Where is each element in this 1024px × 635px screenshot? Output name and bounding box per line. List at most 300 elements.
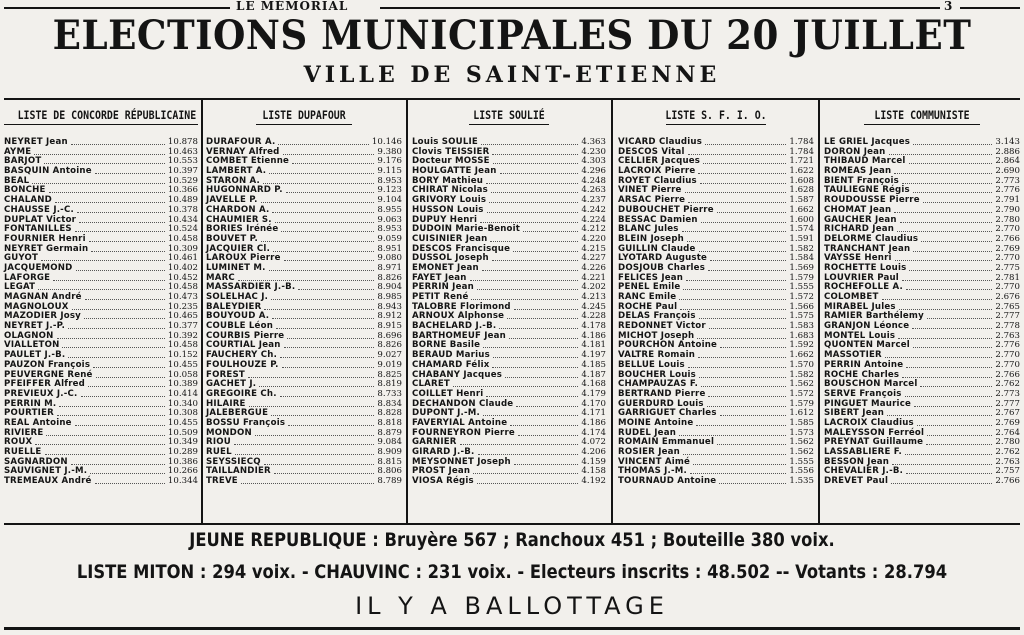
candidate-votes: 2.770 — [995, 359, 1020, 370]
candidate-votes: 8.879 — [377, 427, 402, 438]
candidate-row — [412, 477, 606, 487]
candidate-votes: 10.389 — [167, 379, 198, 390]
leader-dots — [286, 192, 374, 193]
list-title: LISTE DE CONCORDE RÉPUBLICAINE — [17, 108, 197, 122]
candidate-name: COMBET Etienne — [206, 156, 290, 167]
candidate-name: DURAFOUR A. — [206, 137, 276, 147]
list-title: LISTE SOULIÉ — [473, 108, 545, 122]
candidate-name: ROCHE Charles — [824, 369, 900, 380]
leader-dots — [683, 454, 786, 455]
candidate-votes: 10.473 — [167, 292, 198, 302]
leader-dots — [470, 280, 578, 281]
candidate-name: MAGNOLOUX — [4, 301, 69, 312]
candidate-votes: 10.397 — [167, 166, 198, 177]
candidate-votes: 8.815 — [377, 456, 402, 467]
candidate-name: MASSOTIER — [824, 350, 882, 361]
candidate-votes: 2.775 — [995, 262, 1020, 273]
candidate-name: BORNE Basile — [412, 340, 481, 351]
candidate-name: DUPONT J.-M. — [412, 408, 481, 419]
candidate-votes: 4.206 — [581, 447, 606, 457]
candidate-votes: 8.819 — [377, 379, 402, 390]
leader-dots — [49, 192, 165, 193]
candidate-votes: 10.386 — [167, 456, 198, 467]
candidate-votes: 2.778 — [995, 321, 1020, 332]
leader-dots — [905, 396, 992, 397]
candidate-votes: 2.791 — [995, 195, 1020, 206]
candidate-name: PERRIN Jean — [412, 282, 474, 293]
candidate-votes: 10.344 — [167, 476, 198, 487]
candidate-votes: 1.612 — [789, 408, 814, 419]
leader-dots — [477, 289, 578, 290]
leader-dots — [914, 406, 992, 407]
candidate-votes: 10.266 — [167, 466, 198, 477]
candidate-name: JACQUEMOND — [4, 262, 73, 273]
candidate-name: BARTHOMEUF Jean — [412, 330, 506, 341]
candidate-votes: 1.784 — [789, 137, 814, 147]
leader-dots — [90, 473, 165, 474]
candidate-votes: 2.780 — [995, 214, 1020, 225]
candidate-name: CHAMPAUZAS F. — [618, 379, 699, 390]
candidate-name: GRANJON Léonce — [824, 321, 910, 332]
candidate-name: THIBAUD Marcel — [824, 156, 906, 167]
candidate-name: HUGONNARD P. — [206, 185, 283, 196]
candidate-name: REAL Antoine — [4, 417, 72, 428]
leader-dots — [96, 377, 165, 378]
candidate-name: ROMAIN Emmanuel — [618, 437, 715, 448]
candidate-name: GARNIER — [412, 437, 457, 448]
candidate-name: PEUVERGNE René — [4, 369, 93, 380]
candidate-votes: 2.777 — [995, 311, 1020, 322]
leader-dots — [276, 328, 374, 329]
candidate-votes: 1.566 — [789, 301, 814, 312]
candidate-votes: 2.763 — [995, 456, 1020, 467]
leader-dots — [719, 483, 786, 484]
candidate-name: PREVIEUX J.-C. — [4, 388, 78, 399]
candidate-name: MONTEL Louis — [824, 330, 896, 341]
leader-dots — [93, 367, 165, 368]
candidate-votes: 2.765 — [995, 301, 1020, 312]
candidate-name: GACHET J. — [206, 379, 257, 390]
candidate-votes: 10.489 — [167, 195, 198, 206]
leader-dots — [85, 299, 165, 300]
candidate-name: DOSJOUB Charles — [618, 262, 706, 273]
candidate-name: MIRABEL Jules — [824, 301, 896, 312]
candidate-votes: 10.461 — [167, 253, 198, 264]
leader-dots — [263, 183, 374, 184]
leader-dots — [271, 299, 374, 300]
candidate-name: LEGAT — [4, 282, 36, 293]
leader-dots — [892, 464, 992, 465]
candidate-votes: 9.027 — [377, 350, 402, 361]
leader-dots — [492, 260, 578, 261]
candidate-votes: 1.582 — [789, 243, 814, 254]
leader-dots — [282, 367, 374, 368]
candidate-name: SOLELHAC J. — [206, 292, 269, 302]
leader-dots — [906, 289, 992, 290]
candidate-name: COURBIS Pierre — [206, 330, 285, 341]
candidate-name: CHIRAT Nicolas — [412, 185, 488, 196]
candidate-name: CLARET — [412, 379, 450, 390]
leader-dots — [278, 144, 369, 145]
candidate-votes: 8.818 — [377, 417, 402, 428]
candidate-name: TREMEAUX André — [4, 476, 92, 487]
leader-dots — [271, 415, 374, 416]
candidate-votes: 8.953 — [377, 224, 402, 235]
leader-dots — [686, 280, 786, 281]
candidate-votes: 8.971 — [377, 262, 402, 273]
candidate-name: PETIT René — [412, 292, 469, 302]
leader-dots — [889, 154, 992, 155]
candidate-votes: 8.826 — [377, 272, 402, 283]
leader-dots — [275, 222, 374, 223]
candidate-name: COURTIAL Jean — [206, 340, 281, 351]
candidate-name: CHALAND — [4, 195, 53, 206]
candidate-name: ROSIER Jean — [618, 447, 680, 457]
candidate-name: STARON A. — [206, 175, 261, 186]
masthead-rule-left — [4, 7, 240, 9]
candidate-votes: 10.878 — [167, 137, 198, 147]
candidate-name: BORIES Irénée — [206, 224, 279, 235]
candidate-name: COILLET Henri — [412, 388, 484, 399]
candidate-row — [206, 477, 402, 487]
list-title: LISTE DUPAFOUR — [262, 108, 346, 122]
candidate-name: FONTANILLES — [4, 224, 72, 235]
candidate-name: NEYRET Jean — [4, 137, 68, 147]
leader-dots — [482, 270, 578, 271]
leader-dots — [287, 338, 374, 339]
candidate-name: CHAUSSE J.-C. — [4, 204, 74, 215]
candidate-name: VINCENT Aimé — [618, 456, 691, 467]
leader-dots — [891, 483, 992, 484]
candidate-votes: 10.463 — [167, 146, 198, 157]
leader-dots — [75, 425, 165, 426]
headline: ELECTIONS MUNICIPALES DU 20 JUILLET — [52, 12, 972, 59]
leader-dots — [35, 444, 165, 445]
candidate-name: RANC Emile — [618, 292, 677, 302]
candidate-votes: 4.202 — [581, 282, 606, 293]
candidate-votes: 1.562 — [789, 437, 814, 448]
list-column — [412, 100, 606, 524]
candidate-votes: 2.886 — [995, 146, 1020, 157]
leader-dots — [707, 406, 786, 407]
candidate-name: BACHELARD J.-B. — [412, 321, 497, 332]
candidate-name: BASQUIN Antoine — [4, 166, 92, 177]
candidate-votes: 2.690 — [995, 166, 1020, 177]
candidate-votes: 2.773 — [995, 388, 1020, 399]
leader-dots — [917, 425, 992, 426]
candidate-row — [206, 438, 402, 448]
candidate-name: FELICES Jean — [618, 272, 684, 283]
candidate-votes: 4.187 — [581, 369, 606, 380]
candidate-votes: 8.953 — [377, 175, 402, 186]
candidate-name: GUYOT — [4, 253, 39, 264]
candidate-name: PERRIN M. — [4, 398, 57, 409]
leader-dots — [898, 338, 992, 339]
list-column — [4, 100, 198, 524]
candidate-name: DUPUY Henri — [412, 214, 478, 225]
masthead-rule-middle — [380, 7, 940, 9]
leader-dots — [894, 212, 992, 213]
leader-dots — [460, 444, 578, 445]
candidate-votes: 4.185 — [581, 359, 606, 370]
leader-dots — [72, 309, 165, 310]
candidate-votes: 10.058 — [167, 369, 198, 380]
candidate-name: QUONTEN Marcel — [824, 340, 910, 351]
candidate-name: AYME — [4, 146, 32, 157]
candidate-votes: 2.790 — [995, 204, 1020, 215]
candidate-name: VIALLETON — [4, 340, 60, 351]
candidate-votes: 1.784 — [789, 146, 814, 157]
candidate-votes: 1.562 — [789, 379, 814, 390]
candidate-row — [206, 429, 402, 439]
leader-dots — [923, 202, 992, 203]
candidate-name: RIOU — [206, 437, 231, 448]
leader-dots — [514, 309, 578, 310]
leader-dots — [701, 386, 786, 387]
leader-dots — [44, 163, 165, 164]
candidate-name: THOMAS J.-M. — [618, 466, 687, 477]
leader-dots — [902, 183, 992, 184]
leader-dots — [259, 386, 374, 387]
leader-dots — [902, 377, 992, 378]
candidate-name: GUILLIN Claude — [618, 243, 696, 254]
column-divider — [818, 100, 820, 524]
candidate-votes: 1.555 — [789, 456, 814, 467]
candidate-name: JACQUIER Cl. — [206, 243, 271, 254]
candidate-name: BERAUD Marius — [412, 350, 490, 361]
candidate-name: RAMIER Barthélemy — [824, 311, 924, 322]
leader-dots — [927, 435, 992, 436]
candidate-name: PREYNAT Guillaume — [824, 437, 924, 448]
candidate-name: SEYSSIECQ — [206, 456, 261, 467]
leader-dots — [88, 386, 165, 387]
candidate-name: BORY Mathieu — [412, 175, 484, 186]
leader-dots — [261, 241, 374, 242]
candidate-name: FOULHOUZE P. — [206, 359, 279, 370]
leader-dots — [698, 173, 786, 174]
candidate-name: BOUCHER Louis — [618, 369, 696, 380]
candidate-name: SAUVIGNET J.-M. — [4, 466, 88, 477]
candidate-votes: 4.213 — [581, 292, 606, 302]
candidate-votes: 10.392 — [167, 330, 198, 341]
leader-dots — [509, 338, 578, 339]
leader-dots — [41, 260, 165, 261]
candidate-votes: 4.263 — [581, 185, 606, 196]
results-bottom-rule — [4, 523, 1020, 525]
candidate-name: TAULIEGNE Régis — [824, 185, 910, 196]
candidate-name: COUBLE Léon — [206, 321, 274, 332]
candidate-list — [618, 138, 814, 487]
candidate-votes: 10.455 — [167, 359, 198, 370]
candidate-votes: 8.955 — [377, 204, 402, 215]
candidate-votes: 4.296 — [581, 166, 606, 177]
candidate-votes: 4.186 — [581, 330, 606, 341]
leader-dots — [89, 241, 165, 242]
candidate-votes: 4.170 — [581, 398, 606, 409]
candidate-list — [4, 138, 198, 487]
candidate-name: VINET Pierre — [618, 185, 682, 196]
candidate-votes: 4.224 — [581, 214, 606, 225]
candidate-name: GUERDURD Louis — [618, 398, 704, 409]
candidate-name: GARRIGUET Charles — [618, 408, 717, 419]
leader-dots — [471, 299, 578, 300]
leader-dots — [507, 318, 578, 319]
candidate-votes: 2.757 — [995, 466, 1020, 477]
candidate-votes: 4.220 — [581, 233, 606, 244]
candidate-name: ROCHETTE Louis — [824, 262, 907, 273]
candidate-name: LE GRIEL Jacques — [824, 137, 911, 147]
candidate-name: NEYRET J.-P. — [4, 321, 66, 332]
candidate-votes: 1.579 — [789, 272, 814, 283]
leader-dots — [516, 406, 578, 407]
leader-dots — [261, 202, 374, 203]
candidate-votes: 2.762 — [995, 379, 1020, 390]
candidate-name: RIVIERE — [4, 427, 44, 438]
candidate-votes: 10.308 — [167, 408, 198, 419]
leader-dots — [298, 289, 374, 290]
leader-dots — [887, 415, 992, 416]
candidate-name: RICHARD Jean — [824, 224, 895, 235]
candidate-votes: 9.059 — [377, 233, 402, 244]
candidate-name: MAGNAN André — [4, 292, 82, 302]
candidate-name: LUMINET M. — [206, 262, 266, 273]
list-column — [618, 100, 814, 524]
candidate-votes: 1.572 — [789, 388, 814, 399]
candidate-votes: 10.309 — [167, 243, 198, 254]
candidate-list — [412, 138, 606, 487]
candidate-votes: 1.587 — [789, 195, 814, 206]
candidate-votes: 9.019 — [377, 359, 402, 370]
leader-dots — [53, 280, 165, 281]
candidate-name: LACROIX Pierre — [618, 166, 696, 177]
candidate-votes: 10.452 — [167, 272, 198, 283]
candidate-votes: 4.181 — [581, 340, 606, 351]
candidate-name: Clovis TEISSIER — [412, 146, 490, 157]
candidate-votes: 10.340 — [167, 398, 198, 409]
candidate-name: CELLIER Jacques — [618, 156, 701, 167]
candidate-name: TREVE — [206, 476, 238, 487]
leader-dots — [91, 251, 165, 252]
leader-dots — [284, 260, 374, 261]
candidate-name: MOINE Antoine — [618, 417, 694, 428]
leader-dots — [909, 270, 992, 271]
leader-dots — [688, 154, 786, 155]
leader-dots — [45, 454, 165, 455]
leader-dots — [680, 309, 786, 310]
candidate-name: BERTRAND Pierre — [618, 388, 706, 399]
leader-dots — [698, 357, 786, 358]
candidate-votes: 8.904 — [377, 282, 402, 293]
candidate-name: CHEVALIER J.-B. — [824, 466, 904, 477]
candidate-votes: 4.237 — [581, 195, 606, 206]
candidate-name: CHAUMIER S. — [206, 214, 272, 225]
candidate-votes: 1.562 — [789, 447, 814, 457]
leader-dots — [34, 154, 165, 155]
candidate-votes: 1.662 — [789, 350, 814, 361]
leader-dots — [913, 192, 992, 193]
summary-jeune-republique: JEUNE REPUBLIQUE : Bruyère 567 ; Ranchoux 451 ; Bouteille 380 voix. — [189, 529, 835, 551]
candidate-votes: 2.764 — [995, 427, 1020, 438]
leader-dots — [478, 454, 578, 455]
candidate-name: RUEL — [206, 447, 232, 457]
candidate-votes: 4.303 — [581, 156, 606, 167]
leader-dots — [255, 435, 374, 436]
list-title: LISTE S. F. I. O. — [665, 108, 767, 122]
leader-dots — [705, 144, 786, 145]
candidate-name: BLEIN Joseph — [618, 233, 684, 244]
candidate-name: VIOSA Régis — [412, 476, 474, 487]
leader-dots — [68, 328, 165, 329]
candidate-name: VICARD Claudius — [618, 137, 703, 147]
candidate-name: FAUCHERY Ch. — [206, 350, 278, 361]
candidate-name: DUDOIN Marie-Benoit — [412, 224, 521, 235]
candidate-votes: 1.721 — [789, 156, 814, 167]
leader-dots — [264, 464, 374, 465]
candidate-name: BLANC Jules — [618, 224, 679, 235]
candidate-name: ROUX — [4, 437, 33, 448]
candidate-votes: 4.230 — [581, 146, 606, 157]
list-column — [824, 100, 1020, 524]
candidate-votes: 10.378 — [167, 204, 198, 215]
leader-dots — [32, 183, 165, 184]
leader-dots — [687, 241, 786, 242]
candidate-name: TAILLANDIER — [206, 466, 271, 477]
leader-dots — [273, 251, 374, 252]
candidate-name: CHAMARD Félix — [412, 359, 490, 370]
leader-dots — [912, 328, 992, 329]
candidate-name: TALOBRE Florimond — [412, 301, 511, 312]
column-divider — [201, 100, 203, 524]
leader-dots — [46, 435, 165, 436]
candidate-votes: 4.228 — [581, 311, 606, 322]
candidate-votes: 4.221 — [581, 272, 606, 283]
leader-dots — [269, 173, 374, 174]
candidate-votes: 1.555 — [789, 282, 814, 293]
leader-dots — [57, 338, 165, 339]
candidate-votes: 8.985 — [377, 292, 402, 302]
candidate-votes: 4.159 — [581, 456, 606, 467]
leader-dots — [84, 318, 165, 319]
candidate-votes: 4.245 — [581, 301, 606, 312]
candidate-votes: 4.168 — [581, 379, 606, 390]
candidate-name: TOURNAUD Antoine — [618, 476, 717, 487]
leader-dots — [480, 222, 578, 223]
leader-dots — [481, 144, 578, 145]
publication-name: LE MÉMORIAL — [230, 0, 354, 13]
candidate-name: EMONET Jean — [412, 262, 479, 273]
leader-dots — [234, 444, 374, 445]
candidate-votes: 2.770 — [995, 253, 1020, 264]
candidate-votes: 9.123 — [377, 185, 402, 196]
candidate-name: FAYET Jean — [412, 272, 467, 283]
candidate-votes: 2.777 — [995, 398, 1020, 409]
candidate-votes: 10.455 — [167, 417, 198, 428]
masthead-rule-right — [960, 7, 1020, 9]
leader-dots — [513, 251, 578, 252]
candidate-name: DUBOUCHET Pierre — [618, 204, 714, 215]
candidate-name: VERNAY Alfred — [206, 146, 280, 157]
leader-dots — [59, 406, 165, 407]
page-bottom-rule — [4, 627, 1020, 630]
candidate-votes: 2.864 — [995, 156, 1020, 167]
candidate-votes: 1.569 — [789, 262, 814, 273]
candidate-votes: 1.592 — [789, 340, 814, 351]
candidate-name: DUSSOL Joseph — [412, 253, 489, 264]
leader-dots — [688, 202, 786, 203]
candidate-votes: 1.600 — [789, 214, 814, 225]
candidate-votes: 1.574 — [789, 224, 814, 235]
candidate-votes: 1.570 — [789, 359, 814, 370]
